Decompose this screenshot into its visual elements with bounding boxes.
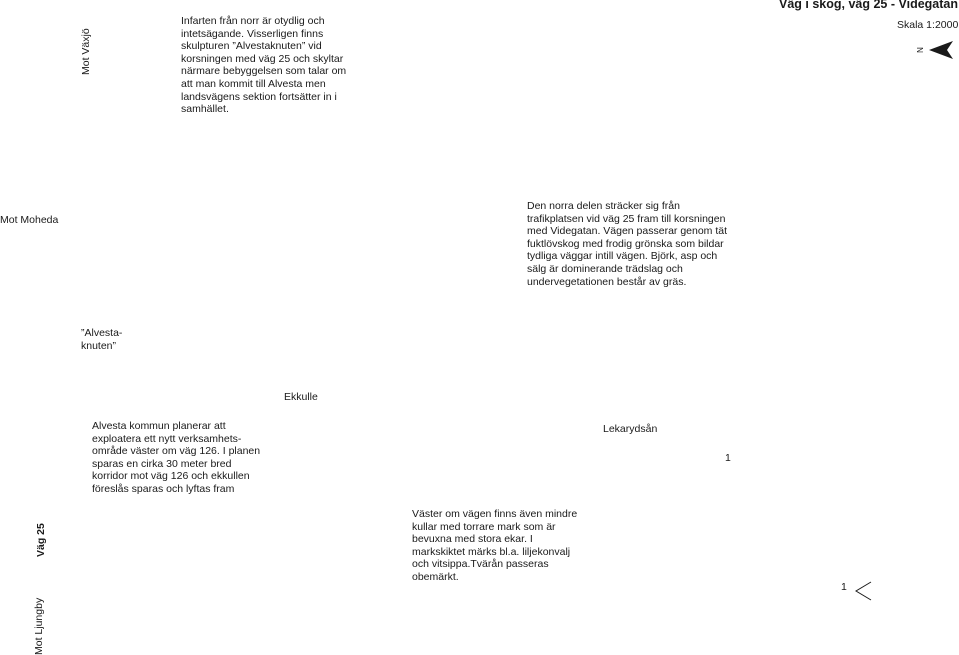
viewpoint-angle-icon (853, 580, 873, 602)
north-letter: N (914, 47, 924, 53)
label-ekkulle: Ekkulle (284, 391, 318, 403)
label-mot-moheda: Mot Moheda (0, 214, 59, 226)
label-mot-vaxjo: Mot Växjö (80, 28, 92, 75)
marker-number: 1 (725, 452, 731, 464)
label-vag-25: Väg 25 (35, 523, 47, 557)
label-lekarydsan: Lekarydsån (603, 423, 658, 435)
label-mot-ljungby: Mot Ljungby (33, 597, 45, 655)
north-arrow (913, 40, 955, 60)
note-infarten: Infarten från norr är otydlig och intetsägande. Visserligen finns skulpturen ”Alvestaknuten” vid korsningen med väg 25 och skyltar närmare bebyggelsen som talar om att man kommit till Alvesta men landsvägens sektion fortsätter in i samhället. (181, 15, 347, 116)
north-arrow-icon (913, 40, 955, 60)
note-norra-delen: Den norra delen sträcker sig från trafikplatsen vid väg 25 fram till korsningen med Videgatan. Vägen passerar genom tät fuktlövskog med frodig grönska som bildar tydliga väggar intill vägen. Björk, asp och sälg är dominerande trädslag och undervegetationen består av gräs. (527, 200, 728, 288)
note-alvesta-kommun: Alvesta kommun planerar att exploatera ett nytt verksamhets- område väster om väg 126. I planen sparas en cirka 30 meter bred korridor mot väg 126 och ekkullen föreslås sparas och lyftas fram (92, 420, 261, 495)
marker-number: 1 (841, 581, 847, 593)
map-scale: Skala 1:2000 (897, 19, 959, 31)
map-title: Väg i skog, väg 25 - Videgatan (779, 0, 958, 11)
note-vaster-om-vagen: Väster om vägen finns även mindre kullar med torrare mark som är bevuxna med stora ekar. I markskiktet märks bl.a. liljekonvalj och vitsippa.Tvärån passeras obemärkt. (412, 508, 578, 583)
label-alvestaknuten: ”Alvesta- knuten” (81, 327, 123, 352)
